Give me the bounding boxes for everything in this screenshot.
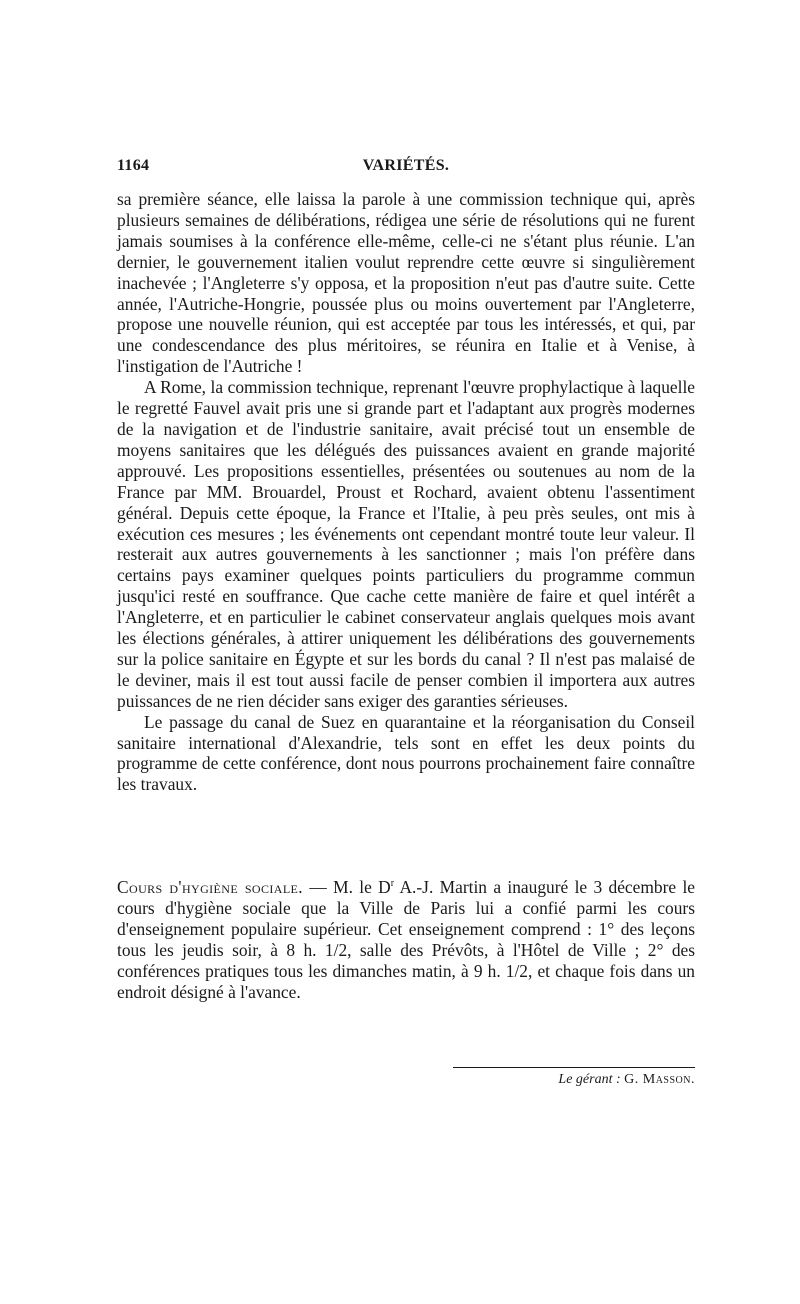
doctor-superscript: r <box>390 878 395 890</box>
signature-name: G. Masson. <box>624 1072 695 1087</box>
news-note-paragraph <box>117 877 695 1002</box>
news-note-lead: — M. le D <box>303 877 391 897</box>
running-head <box>117 157 695 181</box>
article-body <box>117 189 695 795</box>
signature <box>453 1072 695 1088</box>
news-note-text: A.-J. Martin a inauguré le 3 décembre le cours d'hygiène sociale que la Ville de Paris lui a confié parmi les cours d'enseignement populaire supérieur. Cet enseignement comprend : 1° des leçons tous les jeudis soir, à 8 h. 1/2, salle des Prévôts, à l'Hôtel de Ville ; 2° des conférences pratiques tous les dimanches matin, à 9 h. 1/2, et chaque fois dans un endroit désigné à l'avance. <box>117 877 695 1002</box>
paragraph-suez: Le passage du canal de Suez en quarantaine et la réorganisation du Conseil sanitaire international d'Alexandrie, tels sont en effet les deux points du programme de cette conférence, dont nous pourrons prochainement faire connaître les travaux. <box>117 711 695 795</box>
signature-role: Le gérant : <box>558 1072 621 1087</box>
news-note-heading: Cours d'hygiène sociale. <box>117 877 304 897</box>
page-number: 1164 <box>117 157 150 174</box>
news-note <box>117 877 695 1002</box>
signature-rule <box>453 1067 695 1068</box>
paragraph-rome: A Rome, la commission technique, reprenant l'œuvre prophylactique à laquelle le regretté Fauvel avait pris une si grande part et l'adaptant aux progrès modernes de la navigation et de l'industrie sanitaire, avait précisé tout un ensemble de moyens sanitaires que les délégués des puissances avaient en grande majorité approuvé. Les propositions essentielles, présentées ou soutenues au nom de la France par MM. Brouardel, Proust et Rochard, avaient obtenu l'assentiment général. Depuis cette époque, la France et l'Italie, à peu près seules, ont mis à exécution ces mesures ; les événements ont cependant montré toute leur valeur. Il resterait aux autres gouvernements à les sanctionner ; mais l'on préfère dans certains pays examiner quelques points particuliers du programme commun jusqu'ici resté en souffrance. Que cache cette manière de faire et quel intérêt a l'Angleterre, et en particulier le cabinet conservateur anglais quelques mois avant les élections générales, à attirer uniquement les délibérations des gouvernements sur la police sanitaire en Égypte et sur les bords du canal ? Il n'est pas malaisé de le deviner, mais il est tout aussi facile de penser combien il importera aux autres puissances de ne rien décider sans exiger des garanties sérieuses. <box>117 377 695 711</box>
paragraph-continued: sa première séance, elle laissa la parole à une commission technique qui, après plusieurs semaines de délibérations, rédigea une série de résolutions qui ne furent jamais soumises à la conférence elle-même, celle-ci ne s'étant plus réunie. L'an dernier, le gouvernement italien voulut reprendre cette œuvre si singulièrement inachevée ; l'Angleterre s'y opposa, et la proposition n'eut pas d'autre suite. Cette année, l'Autriche-Hongrie, poussée plus ou moins ouvertement par l'Angleterre, propose une nouvelle réunion, qui est acceptée par tous les intéressés, et qui, par une condescendance des plus méritoires, se réunira en Italie et à Venise, à l'instigation de l'Autriche ! <box>117 189 695 377</box>
running-title: VARIÉTÉS. <box>362 157 450 174</box>
